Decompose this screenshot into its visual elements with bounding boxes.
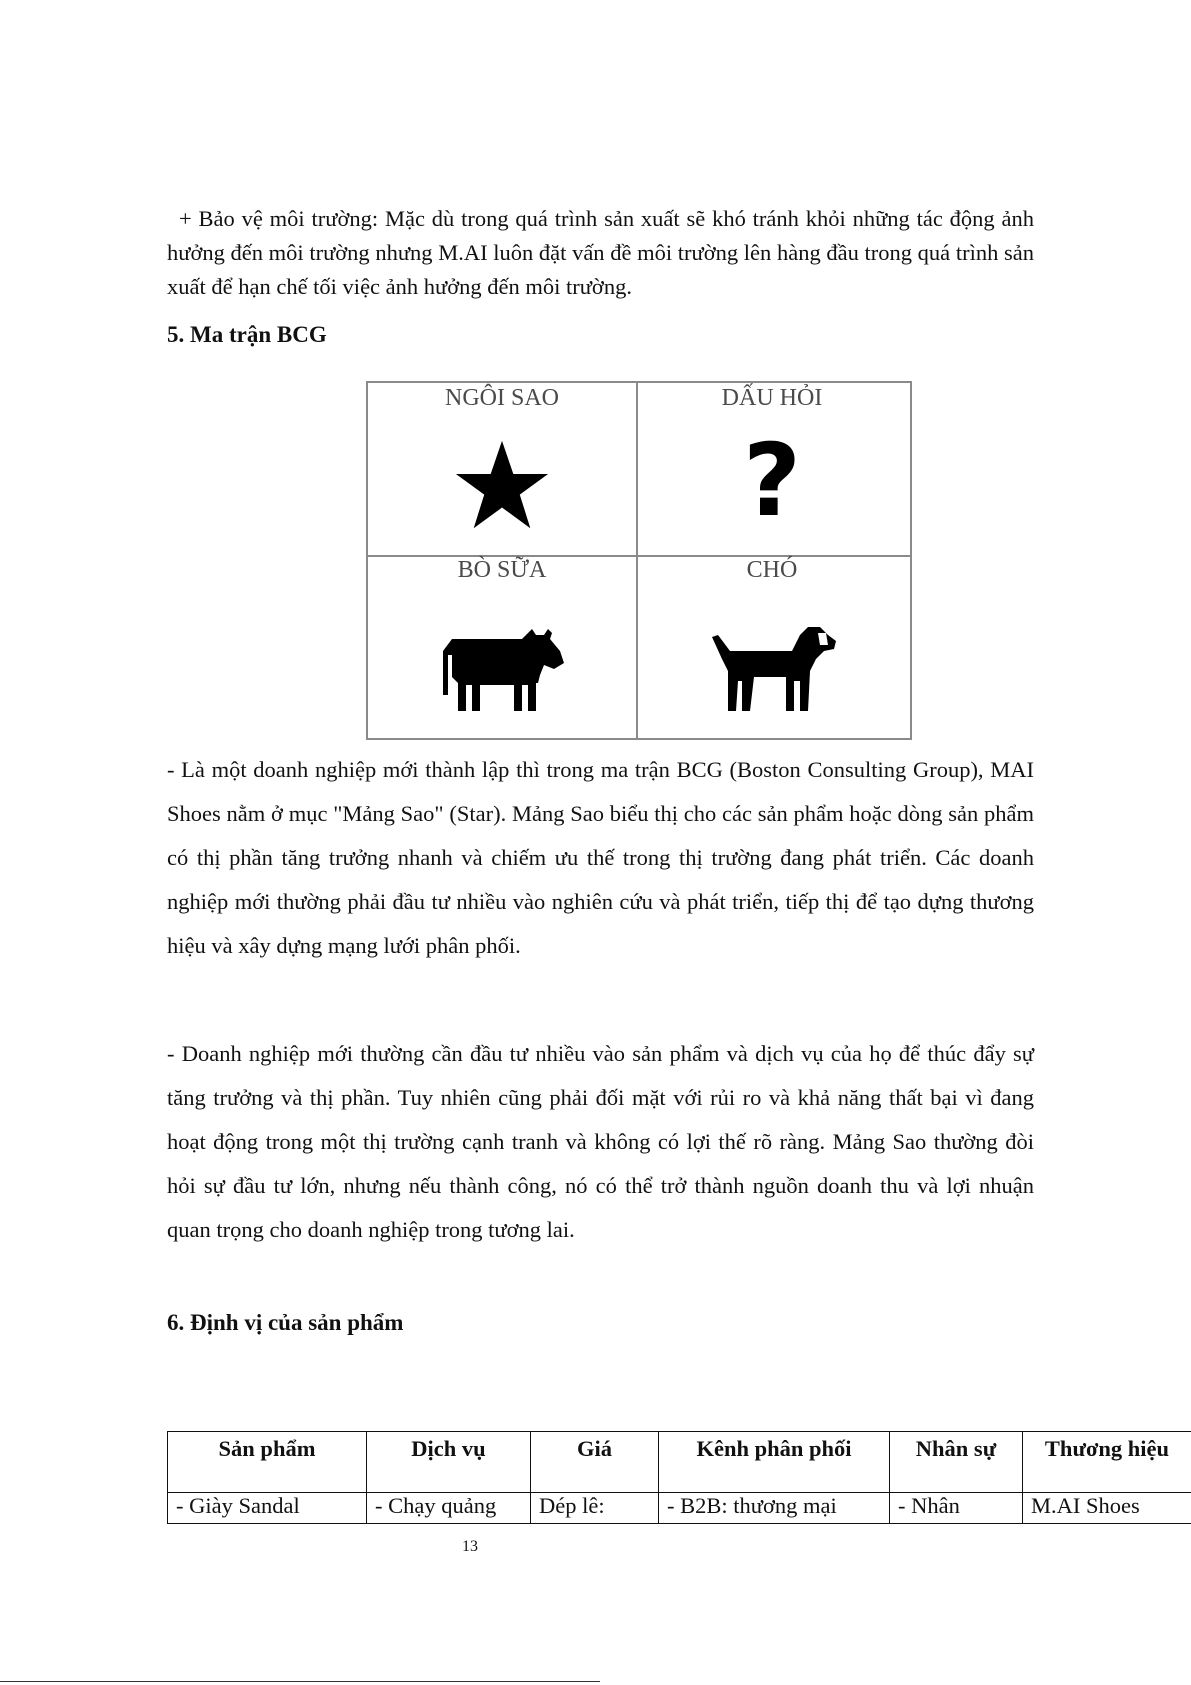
table-header-cell: Kênh phân phối xyxy=(659,1432,890,1493)
table-row xyxy=(168,1493,1191,1524)
bcg-cow-label: BÒ SỮA xyxy=(457,557,547,583)
table-cell: - Nhân xyxy=(890,1493,1023,1524)
table-header-cell: Nhân sự xyxy=(890,1432,1023,1493)
table-cell: - Giày Sandal xyxy=(168,1493,367,1524)
bcg-matrix xyxy=(366,381,912,740)
table-cell: Dép lê: xyxy=(531,1493,659,1524)
environment-paragraph: + Bảo vệ môi trường: Mặc dù trong quá trình sản xuất sẽ khó tránh khỏi những tác động ảnh hưởng đến môi trường nhưng M.AI luôn đặt vấn đề môi trường lên hàng đầu trong quá trình sản xuất để hạn chế tối việc ảnh hưởng đến môi trường. xyxy=(167,206,1034,299)
bcg-explanation-paragraph-2: - Doanh nghiệp mới thường cần đầu tư nhiều vào sản phẩm và dịch vụ của họ để thúc đẩy sự tăng trưởng và thị phần. Tuy nhiên cũng phải đối mặt với rủi ro và khả năng thất bại vì đang hoạt động trong một thị trường cạnh tranh và không có lợi thế rõ ràng. Mảng Sao thường đòi hỏi sự đầu tư lớn, nhưng nếu thành công, nó có thể trở thành nguồn doanh thu và lợi nhuận quan trọng cho doanh nghiệp trong tương lai. xyxy=(167,1041,1034,1242)
dog-icon xyxy=(710,625,840,711)
table-cell: - B2B: thương mại xyxy=(659,1493,890,1524)
table-cell: M.AI Shoes xyxy=(1023,1493,1191,1524)
bcg-dog-label: CHÓ xyxy=(746,557,798,583)
table-header-cell: Giá xyxy=(531,1432,659,1493)
bcg-cell-cow xyxy=(368,557,636,729)
section-5-heading: 5. Ma trận BCG xyxy=(167,322,327,347)
table-cell: - Chạy quảng xyxy=(367,1493,531,1524)
table-header-cell: Dịch vụ xyxy=(367,1432,531,1493)
bcg-cell-star xyxy=(368,383,636,555)
footnote-separator xyxy=(0,1681,600,1682)
table-header-cell: Thương hiệu xyxy=(1023,1432,1191,1493)
bcg-explanation-paragraph-1: - Là một doanh nghiệp mới thành lập thì trong ma trận BCG (Boston Consulting Group), MAI Shoes nằm ở mục "Mảng Sao" (Star). Mảng Sao biểu thị cho các sản phẩm hoặc dòng sản phẩm có thị phần tăng trưởng nhanh và chiếm ưu thế trong thị trường đang phát triển. Các doanh nghiệp mới thường phải đầu tư nhiều vào nghiên cứu và phát triển, tiếp thị để tạo dựng thương hiệu và xây dựng mạng lưới phân phối. xyxy=(167,757,1034,958)
star-icon xyxy=(454,438,550,532)
question-mark-icon: ? xyxy=(742,422,801,539)
table-header-row xyxy=(168,1432,1191,1493)
bcg-cell-dog xyxy=(638,557,906,729)
section-6-heading: 6. Định vị của sản phẩm xyxy=(167,1310,404,1335)
cow-icon xyxy=(440,625,566,715)
table-header-cell: Sản phẩm xyxy=(168,1432,367,1493)
bcg-cell-question xyxy=(638,383,906,555)
bcg-question-label: DẤU HỎI xyxy=(721,385,823,411)
product-positioning-table xyxy=(167,1431,1191,1524)
bcg-star-label: NGÔI SAO xyxy=(445,385,559,411)
page-number: 13 xyxy=(462,1538,478,1555)
